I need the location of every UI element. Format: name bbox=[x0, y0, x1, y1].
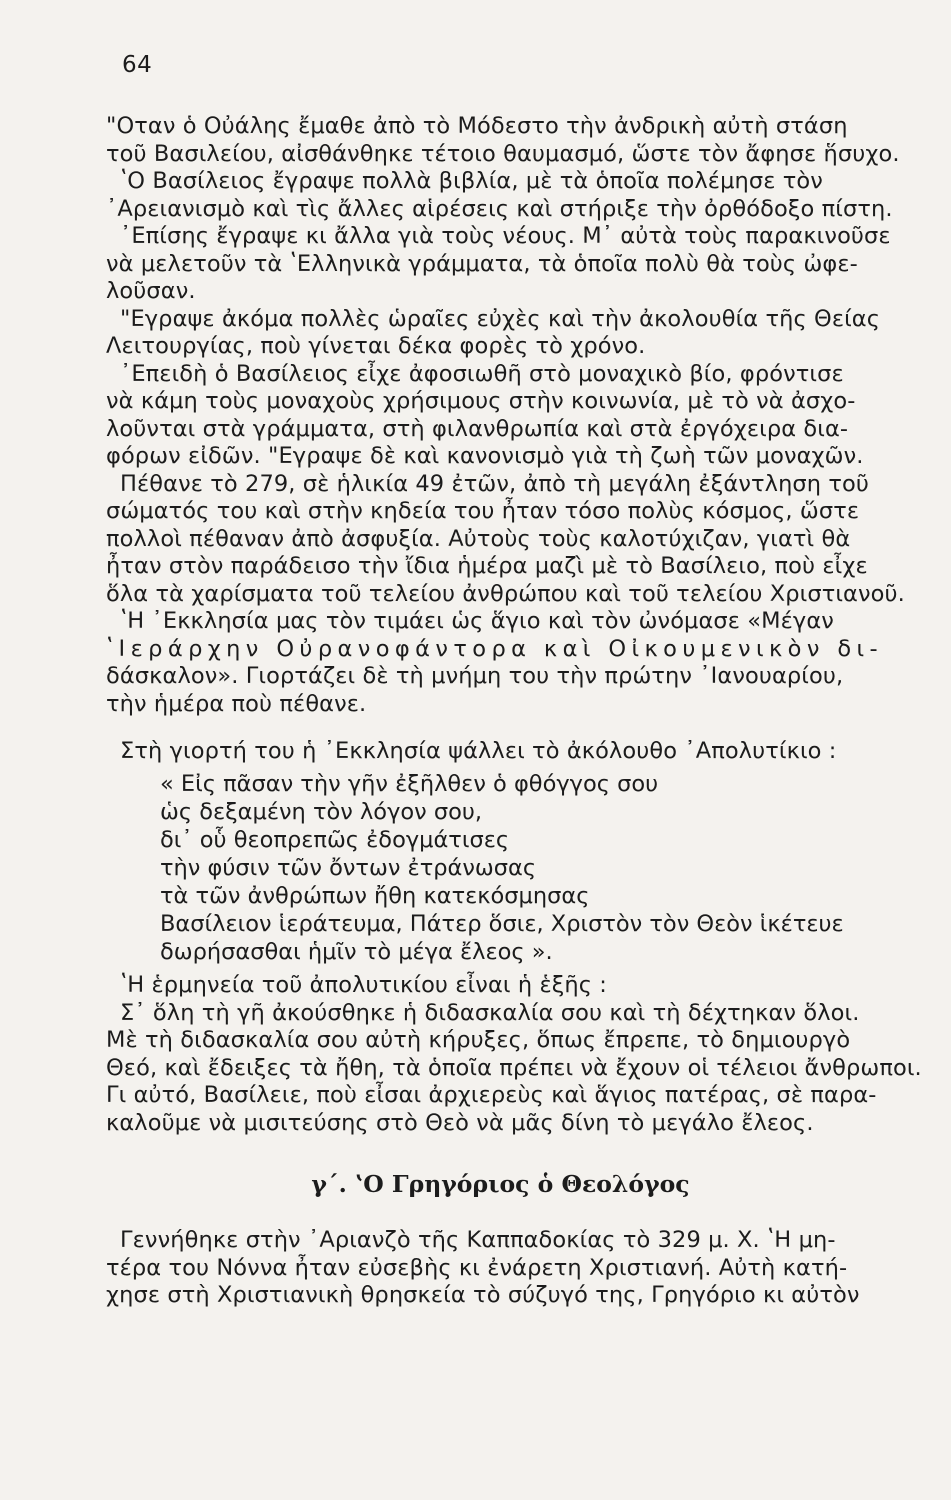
text-line: Λειτουργίας, ποὺ γίνεται δέκα φορὲς τὸ χρόνο. bbox=[106, 333, 646, 359]
text-line: Γεννήθηκε στὴν ᾿Αριανζὸ τῆς Καππαδοκίας τὸ 329 μ. Χ. ʽΗ μη- bbox=[120, 1227, 836, 1253]
apolytikion-hymn bbox=[160, 770, 844, 966]
text-line: νὰ μελετοῦν τὰ ʽΕλληνικὰ γράμματα, τὰ ὁποῖα πολὺ θὰ τοὺς ὠφε- bbox=[106, 250, 858, 277]
text-line: "Οταν ὁ Οὐάλης ἔμαθε ἀπὸ τὸ Μόδεστο τὴν ἀνδρικὴ αὐτὴ στάση bbox=[106, 113, 848, 139]
text-line: Γι αὐτό, Βασίλειε, ποὺ εἶσαι ἀρχιερεὺς καὶ ἅγιος πατέρας, σὲ παρα- bbox=[106, 1082, 877, 1108]
text-line: φόρων εἰδῶν. "Εγραψε δὲ καὶ κανονισμὸ γιὰ τὴ ζωὴ τῶν μοναχῶν. bbox=[106, 443, 864, 469]
text-line: ᾿Επειδὴ ὁ Βασίλειος εἶχε ἀφοσιωθῆ στὸ μοναχικὸ βίο, φρόντισε bbox=[120, 360, 844, 387]
text-line: σώματός του καὶ στὴν κηδεία του ἦταν τόσο πολὺς κόσμος, ὥστε bbox=[106, 498, 860, 524]
hymn-line: τὴν φύσιν τῶν ὄντων ἐτράνωσας bbox=[160, 855, 537, 881]
text-line: τὴν ἡμέρα ποὺ πέθανε. bbox=[106, 690, 367, 717]
paragraph-basil-biography bbox=[106, 113, 906, 718]
paragraph-gregory bbox=[106, 1227, 910, 1310]
text-line: ᾿Επίσης ἔγραψε κι ἄλλα γιὰ τοὺς νέους. Μ᾿ αὐτὰ τοὺς παρακινοῦσε bbox=[120, 223, 891, 249]
hymn-line: Βασίλειον ἱεράτευμα, Πάτερ ὅσιε, Χριστὸν τὸν Θεὸν ἱκέτευε bbox=[160, 911, 844, 937]
text-line: νὰ κάμη τοὺς μοναχοὺς χρήσιμους στὴν κοινωνία, μὲ τὸ νὰ ἀσχο- bbox=[106, 388, 856, 414]
text-line: Θεό, καὶ ἔδειξες τὰ ἤθη, τὰ ὁποῖα πρέπει νὰ ἔχουν οἱ τέλειοι ἄνθρωποι. bbox=[106, 1054, 922, 1081]
text-line: Σ᾿ ὅλη τὴ γῆ ἀκούσθηκε ἡ διδασκαλία σου καὶ τὴ δέχτηκαν ὅλοι. bbox=[120, 999, 860, 1026]
hymn-line: δι᾿ οὗ θεοπρεπῶς ἐδογμάτισες bbox=[160, 827, 510, 853]
text-line: τοῦ Βασιλείου, αἰσθάνθηκε τέτοιο θαυμασμό, ὥστε τὸν ἄφησε ἥσυχο. bbox=[106, 140, 900, 167]
text-line: Πέθανε τὸ 279, σὲ ἡλικία 49 ἐτῶν, ἀπὸ τὴ μεγάλη ἐξάντληση τοῦ bbox=[120, 470, 870, 497]
text-line: ʽΗ ἑρμηνεία τοῦ ἀπολυτικίου εἶναι ἡ ἑξῆς : bbox=[120, 972, 607, 998]
page-number: 64 bbox=[122, 52, 153, 78]
section-heading: γ΄. ʽΟ Γρηγόριος ὁ Θεολόγος bbox=[311, 1170, 690, 1198]
text-line: καλοῦμε νὰ μισιτεύσης στὸ Θεὸ νὰ μᾶς δίνη τὸ μεγάλο ἔλεος. bbox=[106, 1109, 814, 1136]
hymn-interpretation bbox=[106, 972, 922, 1137]
hymn-line: τὰ τῶν ἀνθρώπων ἤθη κατεκόσμησας bbox=[160, 883, 590, 909]
text-line: "Εγραψε ἀκόμα πολλὲς ὡραῖες εὐχὲς καὶ τὴν ἀκολουθία τῆς Θείας bbox=[120, 305, 881, 332]
text-line: λοῦνται στὰ γράμματα, στὴ φιλανθρωπία καὶ στὰ ἐργόχειρα δια- bbox=[106, 415, 849, 442]
text-line: τέρα του Νόννα ἦταν εὐσεβὴς κι ἐνάρετη Χριστιανή. Αὐτὴ κατή- bbox=[106, 1254, 848, 1281]
text-line: ὅλα τὰ χαρίσματα τοῦ τελείου ἀνθρώπου καὶ τοῦ τελείου Χριστιανοῦ. bbox=[106, 580, 905, 607]
text-line: ἦταν στὸν παράδεισο τὴν ἴδια ἡμέρα μαζὶ μὲ τὸ Βασίλειο, ποὺ εἶχε bbox=[106, 553, 868, 579]
text-line: ʽΙεράρχην Οὐρανοφάντορα καὶ Οἰκουμενικὸν δι- bbox=[106, 635, 884, 662]
text-line: πολλοὶ πέθαναν ἀπὸ ἀσφυξία. Αὐτοὺς τοὺς καλοτύχιζαν, γιατὶ θὰ bbox=[106, 525, 851, 552]
text-line: ʽΟ Βασίλειος ἔγραψε πολλὰ βιβλία, μὲ τὰ ὁποῖα πολέμησε τὸν bbox=[120, 168, 823, 194]
hymn-line: « Εἰς πᾶσαν τὴν γῆν ἐξῆλθεν ὁ φθόγγος σου bbox=[160, 771, 659, 797]
text-line: ʽΗ ᾿Εκκλησία μας τὸν τιμάει ὡς ἅγιο καὶ τὸν ὠνόμασε «Μέγαν bbox=[120, 608, 834, 634]
text-line: λοῦσαν. bbox=[106, 278, 196, 304]
hymn-intro: Στὴ γιορτή του ἡ ᾿Εκκλησία ψάλλει τὸ ἀκόλουθο ᾿Απολυτίκιο : bbox=[120, 738, 837, 764]
hymn-line: ὡς δεξαμένη τὸν λόγον σου, bbox=[160, 799, 483, 825]
text-line: Μὲ τὴ διδασκαλία σου αὐτὴ κήρυξες, ὅπως ἔπρεπε, τὸ δημιουργὸ bbox=[106, 1027, 851, 1053]
hymn-line: δωρήσασθαι ἡμῖν τὸ μέγα ἔλεος ». bbox=[160, 939, 553, 965]
text-line: δάσκαλον». Γιορτάζει δὲ τὴ μνήμη του τὴν πρώτην ᾿Ιανουαρίου, bbox=[106, 663, 844, 689]
text-line: ᾿Αρειανισμὸ καὶ τὶς ἄλλες αἱρέσεις καὶ στήριξε τὴν ὀρθόδοξο πίστη. bbox=[106, 195, 893, 222]
text-line: χησε στὴ Χριστιανικὴ θρησκεία τὸ σύζυγό της, Γρηγόριο κι αὐτὸν bbox=[106, 1282, 860, 1308]
